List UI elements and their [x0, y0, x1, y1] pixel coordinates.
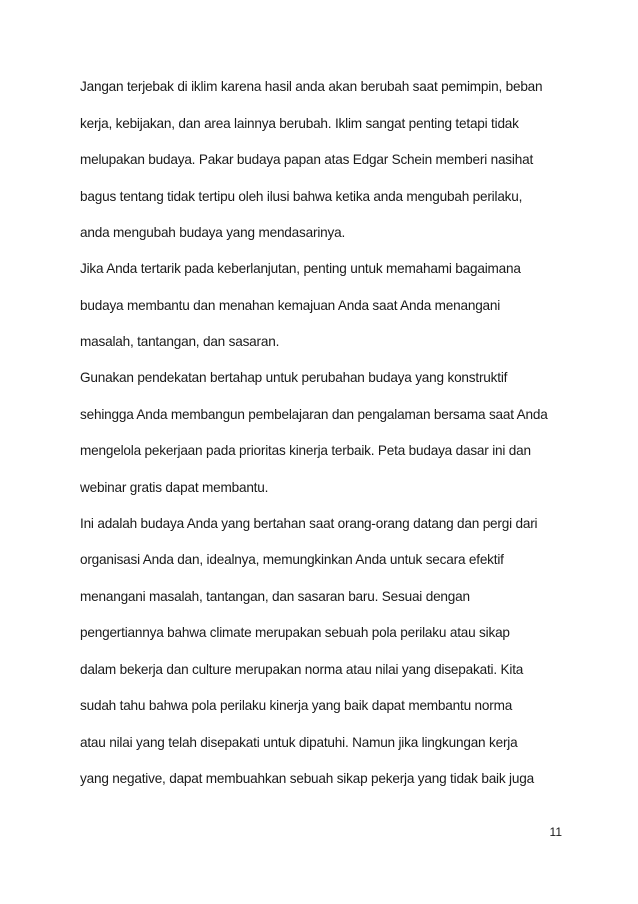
- paragraph-climate-culture: [80, 76, 570, 243]
- text-line: anda mengubah budaya yang mendasarinya.: [80, 225, 346, 240]
- text-line: Jika Anda tertarik pada keberlanjutan, penting untuk memahami bagaimana: [80, 261, 521, 276]
- text-line: sehingga Anda membangun pembelajaran dan pengalaman bersama saat Anda: [80, 406, 548, 422]
- text-line: organisasi Anda dan, idealnya, memungkinkan Anda untuk secara efektif: [80, 552, 504, 567]
- text-line: yang negative, dapat membuahkan sebuah sikap pekerja yang tidak baik juga: [80, 771, 534, 786]
- text-line: dalam bekerja dan culture merupakan norma atau nilai yang disepakati. Kita: [80, 661, 524, 677]
- text-line: atau nilai yang telah disepakati untuk dipatuhi. Namun jika lingkungan kerja: [80, 734, 518, 750]
- text-line: mengelola pekerjaan pada prioritas kinerja terbaik. Peta budaya dasar ini dan: [80, 443, 531, 458]
- text-line: masalah, tantangan, dan sasaran.: [80, 334, 280, 349]
- text-line: Ini adalah budaya Anda yang bertahan saat orang-orang datang dan pergi dari: [80, 515, 538, 531]
- page-number: 11: [549, 825, 562, 839]
- text-line: bagus tentang tidak tertipu oleh ilusi bahwa ketika anda mengubah perilaku,: [80, 188, 523, 204]
- body-text: [80, 76, 570, 804]
- text-line: kerja, kebijakan, dan area lainnya berubah. Iklim sangat penting tetapi tidak: [80, 115, 519, 131]
- paragraph-gradual-approach: [80, 367, 570, 498]
- paragraph-sustainability: [80, 258, 570, 352]
- text-line: Jangan terjebak di iklim karena hasil anda akan berubah saat pemimpin, beban: [80, 79, 543, 94]
- text-line: Gunakan pendekatan bertahap untuk perubahan budaya yang konstruktif: [80, 370, 508, 385]
- text-line: sudah tahu bahwa pola perilaku kinerja yang baik dapat membantu norma: [80, 698, 513, 713]
- text-line: webinar gratis dapat membantu.: [80, 479, 269, 495]
- paragraph-enduring-culture: [80, 513, 570, 790]
- text-line: melupakan budaya. Pakar budaya papan atas Edgar Schein memberi nasihat: [80, 152, 534, 167]
- text-line: budaya membantu dan menahan kemajuan Anda saat Anda menangani: [80, 297, 501, 313]
- text-line: menangani masalah, tantangan, dan sasaran baru. Sesuai dengan: [80, 588, 470, 604]
- text-line: pengertiannya bahwa climate merupakan sebuah pola perilaku atau sikap: [80, 625, 510, 640]
